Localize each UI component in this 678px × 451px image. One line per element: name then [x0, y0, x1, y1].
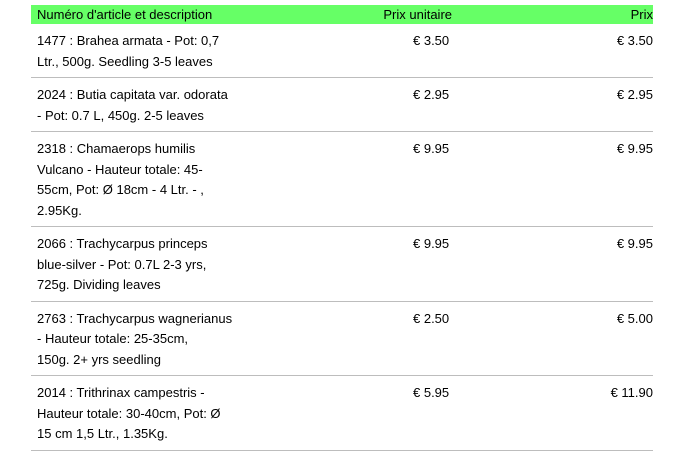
description-line: 15 cm 1,5 Ltr., 1.35Kg.: [37, 426, 168, 441]
description-line: - Pot: 0.7 L, 450g. 2-5 leaves: [37, 107, 204, 123]
order-table: [31, 5, 653, 451]
item-unit-price: € 2.50: [413, 310, 450, 326]
item-total: € 3.50: [616, 33, 653, 48]
item-description: [31, 234, 249, 296]
item-unit-price-cell: [249, 85, 452, 106]
item-unit-price: € 5.95: [413, 385, 450, 400]
table-header: [31, 5, 653, 24]
item-unit-price-cell: [249, 31, 452, 52]
item-unit-price-cell: [249, 139, 452, 160]
description-line: blue-silver - Pot: 0.7L 2-3 yrs,: [37, 256, 207, 272]
item-description: [31, 309, 249, 371]
description-line: 2318 : Chamaerops humilis: [37, 141, 196, 156]
table-row: [31, 24, 653, 78]
item-total: € 11.90: [610, 385, 653, 400]
item-description: [31, 139, 249, 221]
item-unit-price: € 9.95: [413, 141, 450, 156]
item-description: [31, 85, 249, 126]
description-line: Ltr., 500g. Seedling 3-5 leaves: [37, 53, 213, 69]
item-unit-price-cell: [249, 383, 452, 404]
description-line: - Hauteur totale: 25-35cm,: [37, 331, 189, 346]
item-unit-price: € 9.95: [413, 236, 450, 251]
table-body: [31, 24, 653, 451]
header-unit-price: Prix unitaire: [383, 7, 452, 22]
header-description: Numéro d'article et description: [37, 7, 213, 22]
item-total: € 9.95: [616, 141, 653, 156]
table-row: [31, 227, 653, 302]
table-row: [31, 302, 653, 377]
description-line: 2066 : Trachycarpus princeps: [37, 236, 208, 251]
item-unit-price: € 2.95: [413, 87, 450, 102]
item-unit-price-cell: [249, 309, 452, 330]
description-line: 2763 : Trachycarpus wagnerianus: [37, 310, 233, 326]
description-line: 1477 : Brahea armata - Pot: 0,7: [37, 33, 220, 48]
table-row: [31, 132, 653, 227]
description-line: 150g. 2+ yrs seedling: [37, 351, 161, 367]
item-unit-price-cell: [249, 234, 452, 255]
description-line: Hauteur totale: 30-40cm, Pot: Ø: [37, 405, 221, 421]
description-line: Vulcano - Hauteur totale: 45-: [37, 161, 203, 177]
table-row: [31, 78, 653, 132]
item-description: [31, 383, 249, 445]
table-row: [31, 376, 653, 451]
description-line: 2024 : Butia capitata var. odorata: [37, 87, 228, 102]
description-line: 2.95Kg.: [37, 202, 82, 218]
description-line: 2014 : Trithrinax campestris -: [37, 385, 205, 400]
description-line: 725g. Dividing leaves: [37, 277, 161, 292]
item-total: € 9.95: [616, 236, 653, 251]
item-description: [31, 31, 249, 72]
item-total: € 2.95: [616, 87, 653, 102]
item-total: € 5.00: [616, 310, 653, 326]
item-unit-price: € 3.50: [413, 33, 450, 48]
header-total: Prix: [630, 7, 653, 22]
description-line: 55cm, Pot: Ø 18cm - 4 Ltr. - ,: [37, 182, 204, 197]
